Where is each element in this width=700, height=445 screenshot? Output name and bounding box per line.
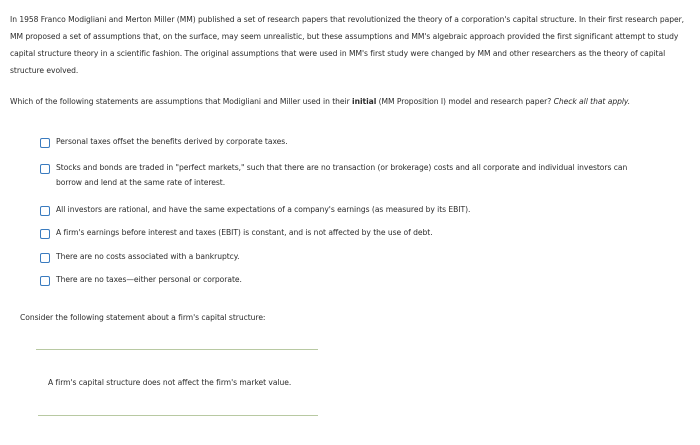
question-text: Which of the following statements are assumptions that Modigliani and Miller used in their <box>10 97 353 106</box>
statement-text: A firm's capital structure does not affect the firm's market value. <box>48 378 292 387</box>
checkbox[interactable] <box>40 253 50 263</box>
checkbox[interactable] <box>40 164 50 174</box>
question-emphasis: initial <box>352 97 377 106</box>
consider-prompt: Consider the following statement about a firm's capital structure: <box>20 313 266 322</box>
option-label: All investors are rational, and have the same expectations of a company's earnings (as measured by its EBIT). <box>56 205 471 214</box>
option-label: There are no costs associated with a bankruptcy. <box>56 252 240 261</box>
question-prompt <box>10 94 685 110</box>
option-no-taxes[interactable] <box>40 274 636 287</box>
option-no-bankruptcy-costs[interactable] <box>40 251 636 264</box>
answer-blank-2[interactable] <box>38 415 318 416</box>
option-label: A firm's earnings before interest and taxes (EBIT) is constant, and is not affected by the use of debt. <box>56 228 433 237</box>
option-personal-taxes[interactable] <box>40 136 636 149</box>
option-label: Stocks and bonds are traded in "perfect markets," such that there are no transaction (or brokerage) costs and all corporate and individual investors can borrow and lend at the same rate of interest. <box>56 163 628 187</box>
question-text-2: (MM Proposition I) model and research paper? <box>376 97 554 106</box>
checkbox[interactable] <box>40 229 50 239</box>
option-label: Personal taxes offset the benefits derived by corporate taxes. <box>56 137 288 146</box>
checkbox[interactable] <box>40 138 50 148</box>
intro-paragraph: In 1958 Franco Modigliani and Merton Miller (MM) published a set of research papers that revolutionized the theory of a corporation's capital structure. In their first research paper, MM proposed a set of assumptions that, on the surface, may seem unrealistic, but these assumptions and MM's algebraic approach provided the first significant attempt to study capital structure theory in a scientific fashion. The original assumptions that were used in MM's first study were changed by MM and other researchers as the theory of capital structure evolved. <box>10 15 685 75</box>
option-ebit-constant[interactable] <box>40 227 636 240</box>
checkbox[interactable] <box>40 276 50 286</box>
option-label: There are no taxes—either personal or corporate. <box>56 275 242 284</box>
question-instruction: Check all that apply. <box>553 97 631 106</box>
checkbox[interactable] <box>40 206 50 216</box>
option-perfect-markets[interactable] <box>40 162 636 190</box>
answer-blank-1[interactable] <box>36 349 318 350</box>
option-rational-investors[interactable] <box>40 204 636 217</box>
